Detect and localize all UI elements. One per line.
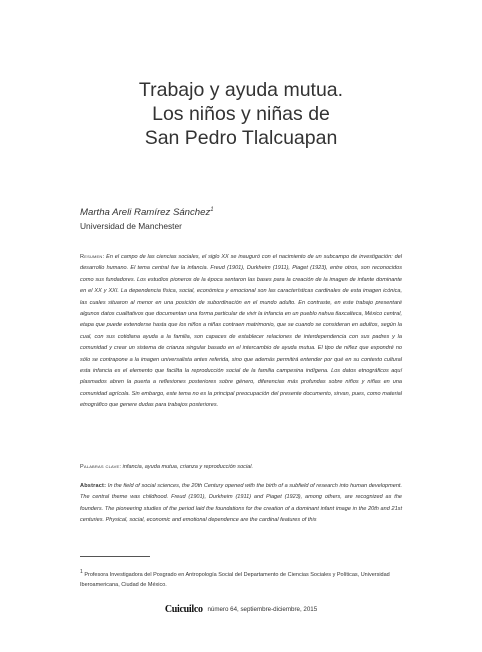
keywords-text: infancia, ayuda mutua, crianza y reproducción social. (122, 464, 254, 470)
keywords-paragraph (80, 462, 402, 473)
resumen-label: Resumen: (80, 254, 105, 260)
author-affiliation: Universidad de Manchester (80, 221, 182, 231)
abstract-label: Abstract: (80, 483, 107, 489)
footnote (80, 567, 402, 590)
author-name (80, 207, 214, 218)
author-footnote-marker[interactable]: 1 (210, 207, 214, 213)
footnote-marker: 1 (80, 569, 83, 575)
resumen-paragraph (80, 252, 402, 412)
abstract-text: In the field of social sciences, the 20th Century opened with the birth of a subfield of research into human development. The central theme was childhood. Freud (1901), Durkheim (1911) and Piaget (1923), among others, are recognized as the founders. The pioneering studies of the period laid the foundations for the creation of a dominant infant image in the 20th and 21st centuries. Physical, social, economic and emotional dependence are the cardinal features of this (80, 483, 402, 524)
resumen-text: En el campo de las ciencias sociales, el siglo XX se inauguró con el nacimiento de un subcampo de investigación: del desarrollo humano. El tema central fue la infancia. Freud (1901), Durkheim (1911), Piaget (1923), entre otros, son reconocidos como sus fundadores. Los estudios pioneros de la época sentaron las bases para la creación de la imagen de infante dominante en el XX y XXI. La dependencia física, social, económica y emocional son las características cardinales de esta imagen icónica, las cuales situaron al menor en una posición de subordinación en el mundo adulto. En contraste, en este trabajo presentaré algunos datos cualitativos que documentan una forma particular de vivir la infancia en un pueblo nahua tlaxcalteca, México central, etapa que puede extenderse hasta que los niños a niñas contraen matrimonio, que se cuando se consideran en adultos, según la cual, con sus cotidiana ayuda a la familia, son capaces de establecer relaciones de interdependencia con sus padres y la comunidad y crear un sistema de crianza singular basado en el intercambio de ayuda mutua. El tipo de niñez que expondré no sólo se contrapone a la imagen universalista antes referida, sino que además permitirá entender por qué en su contexto cultural esta infancia es el elemento que facilita la reproducción social de la familia campesina indígena. Los datos etnográficos aquí plasmados abren la puerta a reflexiones posteriores sobre género, diferencias más profundas sobre niños y niñas en una comunidad agrícola. Sin embargo, este tema no es la principal preocupación del presente documento, sirvan, pues, como material etnográfico que genere dudas para trabajos posteriores. (80, 254, 402, 409)
footnote-divider (80, 556, 150, 557)
article-title (0, 78, 482, 150)
issue-info: número 64, septiembre-diciembre, 2015 (207, 606, 318, 613)
page-footer (0, 604, 482, 615)
keywords-label: Palabras clave: (80, 464, 122, 470)
footnote-text: Profesora Investigadora del Posgrado en Antropología Social del Departamento de Ciencias Sociales y Políticas, Universidad Iberoamericana, Ciudad de México. (80, 571, 390, 588)
title-line-2: Los niños y niñas de (152, 103, 330, 125)
title-line-3: San Pedro Tlalcuapan (144, 127, 338, 149)
journal-logo: Cuicuilco (164, 604, 203, 615)
author-name-text: Martha Areli Ramírez Sánchez (80, 207, 211, 219)
title-line-1: Trabajo y ayuda mutua. (138, 79, 344, 101)
abstract-paragraph (80, 481, 402, 527)
